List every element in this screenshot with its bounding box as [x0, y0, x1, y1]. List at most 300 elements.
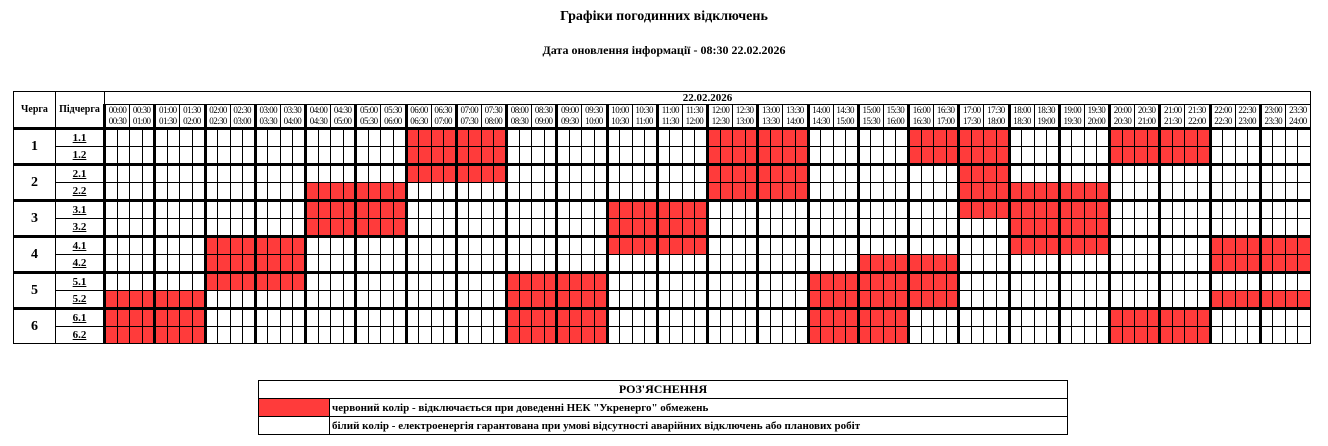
time-slot-header: [180, 105, 205, 129]
schedule-cell: [1110, 237, 1123, 255]
schedule-cell: [1147, 291, 1160, 309]
slot-end: 11:30: [661, 116, 679, 126]
subqueue-number[interactable]: 3.2: [56, 219, 105, 237]
schedule-cell: [1122, 165, 1135, 183]
subqueue-number[interactable]: 3.1: [56, 201, 105, 219]
slot-end: 12:00: [685, 116, 704, 126]
schedule-cell: [1298, 129, 1311, 147]
slot-end: 20:00: [1087, 116, 1106, 126]
schedule-cell: [507, 201, 520, 219]
schedule-cell: [1034, 237, 1047, 255]
schedule-cell: [243, 183, 256, 201]
time-slot-header: [1210, 105, 1235, 129]
schedule-cell: [494, 255, 507, 273]
time-slot-header: [431, 105, 456, 129]
schedule-cell: [682, 165, 695, 183]
slot-start: 16:30: [936, 105, 955, 115]
schedule-cell: [1047, 165, 1060, 183]
slot-start: 16:00: [912, 105, 931, 115]
slot-start: 21:30: [1188, 105, 1206, 115]
schedule-cell: [1210, 255, 1223, 273]
schedule-cell: [896, 291, 909, 309]
schedule-cell: [733, 183, 746, 201]
schedule-cell: [130, 237, 143, 255]
schedule-cell: [971, 129, 984, 147]
schedule-cell: [695, 255, 708, 273]
schedule-cell: [481, 237, 494, 255]
slot-end: 19:30: [1063, 116, 1082, 126]
schedule-cell: [1260, 165, 1273, 183]
schedule-cell: [243, 165, 256, 183]
schedule-cell: [1135, 147, 1148, 165]
schedule-cell: [594, 309, 607, 327]
schedule-cell: [318, 219, 331, 237]
schedule-cell: [582, 183, 595, 201]
schedule-cell: [569, 273, 582, 291]
subqueue-number[interactable]: 6.1: [56, 309, 105, 327]
schedule-cell: [343, 201, 356, 219]
slot-end: 22:30: [1214, 116, 1232, 126]
schedule-cell: [657, 201, 670, 219]
schedule-cell: [645, 291, 658, 309]
schedule-cell: [733, 255, 746, 273]
schedule-cell: [142, 291, 155, 309]
schedule-cell: [795, 309, 808, 327]
schedule-cell: [632, 165, 645, 183]
schedule-cell: [758, 183, 771, 201]
subqueue-number[interactable]: 5.2: [56, 291, 105, 309]
time-slot-header: [783, 105, 808, 129]
schedule-cell: [996, 291, 1009, 309]
schedule-cell: [858, 327, 871, 344]
schedule-cell: [720, 165, 733, 183]
slot-end: 02:30: [209, 116, 227, 126]
schedule-cell: [532, 201, 545, 219]
schedule-cell: [557, 147, 570, 165]
schedule-cell: [1285, 237, 1298, 255]
schedule-cell: [444, 237, 457, 255]
schedule-cell: [343, 129, 356, 147]
subqueue-number[interactable]: 2.2: [56, 183, 105, 201]
schedule-cell: [456, 165, 469, 183]
schedule-cell: [343, 255, 356, 273]
schedule-cell: [130, 327, 143, 344]
schedule-cell: [1235, 183, 1248, 201]
schedule-cell: [1185, 183, 1198, 201]
schedule-cell: [846, 255, 859, 273]
schedule-cell: [255, 183, 268, 201]
schedule-cell: [996, 309, 1009, 327]
schedule-cell: [883, 165, 896, 183]
schedule-cell: [934, 201, 947, 219]
schedule-cell: [883, 255, 896, 273]
schedule-cell: [230, 327, 243, 344]
subqueue-number[interactable]: 4.1: [56, 237, 105, 255]
schedule-cell: [557, 255, 570, 273]
schedule-cell: [871, 255, 884, 273]
schedule-cell: [569, 291, 582, 309]
schedule-cell: [1084, 147, 1097, 165]
schedule-cell: [1110, 183, 1123, 201]
schedule-cell: [507, 165, 520, 183]
schedule-cell: [268, 201, 281, 219]
schedule-cell: [205, 165, 218, 183]
schedule-cell: [1084, 183, 1097, 201]
schedule-cell: [155, 309, 168, 327]
queue-header: Черга: [14, 92, 56, 129]
time-slot-header: [934, 105, 959, 129]
schedule-cell: [1047, 237, 1060, 255]
slot-start: 13:00: [762, 105, 780, 115]
schedule-cell: [1097, 165, 1110, 183]
subqueue-number[interactable]: 1.1: [56, 129, 105, 147]
schedule-cell: [1197, 237, 1210, 255]
schedule-cell: [695, 147, 708, 165]
schedule-cell: [996, 129, 1009, 147]
schedule-cell: [607, 129, 620, 147]
schedule-cell: [192, 255, 205, 273]
schedule-cell: [456, 255, 469, 273]
schedule-cell: [1059, 273, 1072, 291]
schedule-cell: [306, 291, 319, 309]
schedule-cell: [594, 201, 607, 219]
schedule-cell: [921, 183, 934, 201]
schedule-cell: [456, 327, 469, 344]
schedule-cell: [708, 201, 721, 219]
schedule-cell: [959, 129, 972, 147]
slot-end: 23:00: [1238, 116, 1256, 126]
schedule-cell: [921, 273, 934, 291]
subqueue-number[interactable]: 5.1: [56, 273, 105, 291]
schedule-cell: [645, 201, 658, 219]
page-title: Графіки погодинних відключень: [560, 9, 768, 24]
schedule-cell: [368, 255, 381, 273]
slot-start: 07:00: [460, 105, 479, 115]
schedule-cell: [632, 219, 645, 237]
subqueue-number[interactable]: 6.2: [56, 327, 105, 344]
schedule-cell: [105, 219, 118, 237]
schedule-cell: [1110, 129, 1123, 147]
schedule-cell: [733, 165, 746, 183]
schedule-cell: [419, 255, 432, 273]
schedule-cell: [1285, 273, 1298, 291]
slot-start: 11:30: [685, 105, 704, 115]
schedule-cell: [783, 219, 796, 237]
subqueue-number[interactable]: 2.1: [56, 165, 105, 183]
schedule-cell: [733, 237, 746, 255]
schedule-cell: [695, 165, 708, 183]
schedule-cell: [795, 291, 808, 309]
schedule-cell: [230, 147, 243, 165]
schedule-cell: [205, 237, 218, 255]
schedule-cell: [519, 291, 532, 309]
subqueue-number[interactable]: 1.2: [56, 147, 105, 165]
schedule-cell: [167, 147, 180, 165]
schedule-cell: [1047, 129, 1060, 147]
schedule-cell: [620, 183, 633, 201]
schedule-cell: [582, 129, 595, 147]
schedule-cell: [331, 147, 344, 165]
schedule-cell: [243, 147, 256, 165]
schedule-cell: [218, 327, 231, 344]
schedule-cell: [871, 219, 884, 237]
schedule-cell: [331, 309, 344, 327]
schedule-cell: [594, 273, 607, 291]
schedule-cell: [1172, 273, 1185, 291]
schedule-cell: [1285, 309, 1298, 327]
schedule-cell: [406, 201, 419, 219]
schedule-cell: [971, 147, 984, 165]
table-row: [14, 165, 1311, 183]
schedule-cell: [1248, 129, 1261, 147]
schedule-cell: [858, 219, 871, 237]
schedule-cell: [1047, 309, 1060, 327]
schedule-cell: [670, 273, 683, 291]
slot-end: 01:30: [159, 116, 177, 126]
schedule-cell: [569, 147, 582, 165]
schedule-cell: [1298, 219, 1311, 237]
schedule-cell: [657, 183, 670, 201]
schedule-cell: [243, 219, 256, 237]
schedule-cell: [1072, 129, 1085, 147]
schedule-cell: [431, 219, 444, 237]
schedule-cell: [1072, 201, 1085, 219]
schedule-cell: [1197, 255, 1210, 273]
schedule-cell: [532, 129, 545, 147]
schedule-cell: [808, 219, 821, 237]
schedule-cell: [469, 201, 482, 219]
schedule-cell: [946, 291, 959, 309]
schedule-cell: [1110, 327, 1123, 344]
schedule-cell: [871, 165, 884, 183]
schedule-cell: [1097, 237, 1110, 255]
schedule-cell: [1185, 237, 1198, 255]
schedule-cell: [280, 309, 293, 327]
schedule-cell: [1022, 219, 1035, 237]
schedule-cell: [1285, 255, 1298, 273]
schedule-cell: [218, 129, 231, 147]
slot-start: 12:00: [711, 105, 730, 115]
time-slot-header: [557, 105, 582, 129]
schedule-cell: [343, 183, 356, 201]
schedule-cell: [821, 309, 834, 327]
schedule-cell: [381, 129, 394, 147]
schedule-cell: [1022, 327, 1035, 344]
schedule-cell: [180, 183, 193, 201]
time-slot-header: [507, 105, 532, 129]
schedule-cell: [1235, 273, 1248, 291]
schedule-cell: [708, 309, 721, 327]
schedule-cell: [708, 183, 721, 201]
schedule-cell: [192, 147, 205, 165]
schedule-cell: [243, 309, 256, 327]
schedule-cell: [959, 291, 972, 309]
schedule-cell: [1059, 147, 1072, 165]
schedule-cell: [795, 219, 808, 237]
schedule-cell: [431, 201, 444, 219]
schedule-cell: [343, 309, 356, 327]
schedule-cell: [192, 129, 205, 147]
schedule-cell: [117, 147, 130, 165]
schedule-cell: [130, 147, 143, 165]
schedule-cell: [883, 309, 896, 327]
schedule-cell: [1235, 201, 1248, 219]
schedule-cell: [456, 129, 469, 147]
slot-end: 03:30: [259, 116, 278, 126]
schedule-cell: [343, 273, 356, 291]
schedule-cell: [469, 183, 482, 201]
subqueue-number[interactable]: 4.2: [56, 255, 105, 273]
schedule-cell: [1210, 309, 1223, 327]
schedule-cell: [532, 309, 545, 327]
schedule-cell: [909, 147, 922, 165]
time-slot-header: [758, 105, 783, 129]
legend-white-swatch: [259, 417, 330, 435]
schedule-cell: [733, 147, 746, 165]
schedule-cell: [670, 201, 683, 219]
schedule-cell: [293, 201, 306, 219]
schedule-cell: [896, 129, 909, 147]
schedule-cell: [406, 219, 419, 237]
schedule-cell: [1298, 255, 1311, 273]
schedule-cell: [456, 147, 469, 165]
schedule-cell: [343, 165, 356, 183]
schedule-cell: [971, 273, 984, 291]
schedule-cell: [695, 309, 708, 327]
schedule-cell: [368, 129, 381, 147]
queue-number: 4: [14, 237, 56, 273]
slot-end: 07:30: [460, 116, 479, 126]
schedule-cell: [393, 255, 406, 273]
schedule-cell: [507, 219, 520, 237]
time-slot-header: [1009, 105, 1034, 129]
schedule-cell: [846, 201, 859, 219]
schedule-cell: [959, 273, 972, 291]
schedule-cell: [243, 129, 256, 147]
schedule-cell: [607, 291, 620, 309]
schedule-cell: [934, 327, 947, 344]
schedule-cell: [431, 183, 444, 201]
schedule-cell: [381, 273, 394, 291]
schedule-cell: [959, 255, 972, 273]
schedule-cell: [255, 237, 268, 255]
time-slot-header: [959, 105, 984, 129]
schedule-cell: [1172, 129, 1185, 147]
schedule-cell: [130, 201, 143, 219]
schedule-cell: [180, 129, 193, 147]
schedule-cell: [1197, 273, 1210, 291]
schedule-cell: [858, 237, 871, 255]
schedule-cell: [607, 183, 620, 201]
schedule-cell: [419, 237, 432, 255]
schedule-cell: [1210, 273, 1223, 291]
schedule-cell: [218, 237, 231, 255]
slot-end: 22:00: [1188, 116, 1206, 126]
schedule-cell: [557, 273, 570, 291]
time-slot-header: [682, 105, 707, 129]
schedule-cell: [1235, 219, 1248, 237]
schedule-cell: [381, 183, 394, 201]
schedule-cell: [494, 237, 507, 255]
schedule-cell: [1084, 255, 1097, 273]
schedule-cell: [833, 291, 846, 309]
schedule-cell: [1122, 201, 1135, 219]
schedule-cell: [1273, 309, 1286, 327]
schedule-cell: [582, 291, 595, 309]
schedule-cell: [984, 327, 997, 344]
schedule-cell: [1135, 237, 1148, 255]
schedule-cell: [808, 237, 821, 255]
table-row: [14, 147, 1311, 165]
schedule-cell: [481, 129, 494, 147]
schedule-cell: [105, 147, 118, 165]
schedule-cell: [1298, 291, 1311, 309]
schedule-cell: [268, 165, 281, 183]
schedule-cell: [996, 237, 1009, 255]
schedule-cell: [821, 129, 834, 147]
schedule-cell: [1210, 327, 1223, 344]
schedule-cell: [1235, 309, 1248, 327]
schedule-cell: [670, 219, 683, 237]
schedule-cell: [280, 237, 293, 255]
slot-end: 09:30: [561, 116, 579, 126]
schedule-cell: [921, 219, 934, 237]
schedule-cell: [770, 183, 783, 201]
schedule-cell: [1122, 255, 1135, 273]
schedule-cell: [984, 273, 997, 291]
time-slot-header: [883, 105, 908, 129]
schedule-cell: [1072, 327, 1085, 344]
schedule-cell: [708, 147, 721, 165]
slot-start: 19:30: [1087, 105, 1106, 115]
time-slot-header: [456, 105, 481, 129]
slot-end: 18:00: [987, 116, 1005, 126]
schedule-cell: [745, 291, 758, 309]
schedule-cell: [268, 255, 281, 273]
schedule-cell: [909, 291, 922, 309]
schedule-cell: [934, 147, 947, 165]
schedule-cell: [494, 201, 507, 219]
schedule-cell: [519, 237, 532, 255]
schedule-cell: [1285, 291, 1298, 309]
schedule-cell: [858, 255, 871, 273]
schedule-cell: [1235, 255, 1248, 273]
schedule-cell: [192, 273, 205, 291]
slot-end: 16:00: [886, 116, 905, 126]
time-slot-header: [230, 105, 255, 129]
table-row: [14, 327, 1311, 344]
schedule-cell: [795, 165, 808, 183]
schedule-cell: [1273, 147, 1286, 165]
slot-start: 05:30: [384, 105, 402, 115]
schedule-cell: [494, 309, 507, 327]
schedule-cell: [1147, 165, 1160, 183]
schedule-cell: [1185, 309, 1198, 327]
slot-start: 08:30: [534, 105, 553, 115]
schedule-cell: [105, 327, 118, 344]
schedule-cell: [331, 273, 344, 291]
schedule-cell: [406, 237, 419, 255]
schedule-cell: [130, 219, 143, 237]
schedule-cell: [255, 255, 268, 273]
schedule-cell: [192, 219, 205, 237]
schedule-cell: [532, 165, 545, 183]
schedule-cell: [331, 129, 344, 147]
schedule-cell: [594, 327, 607, 344]
schedule-cell: [682, 219, 695, 237]
time-slot-header: [1084, 105, 1109, 129]
queue-number: 2: [14, 165, 56, 201]
